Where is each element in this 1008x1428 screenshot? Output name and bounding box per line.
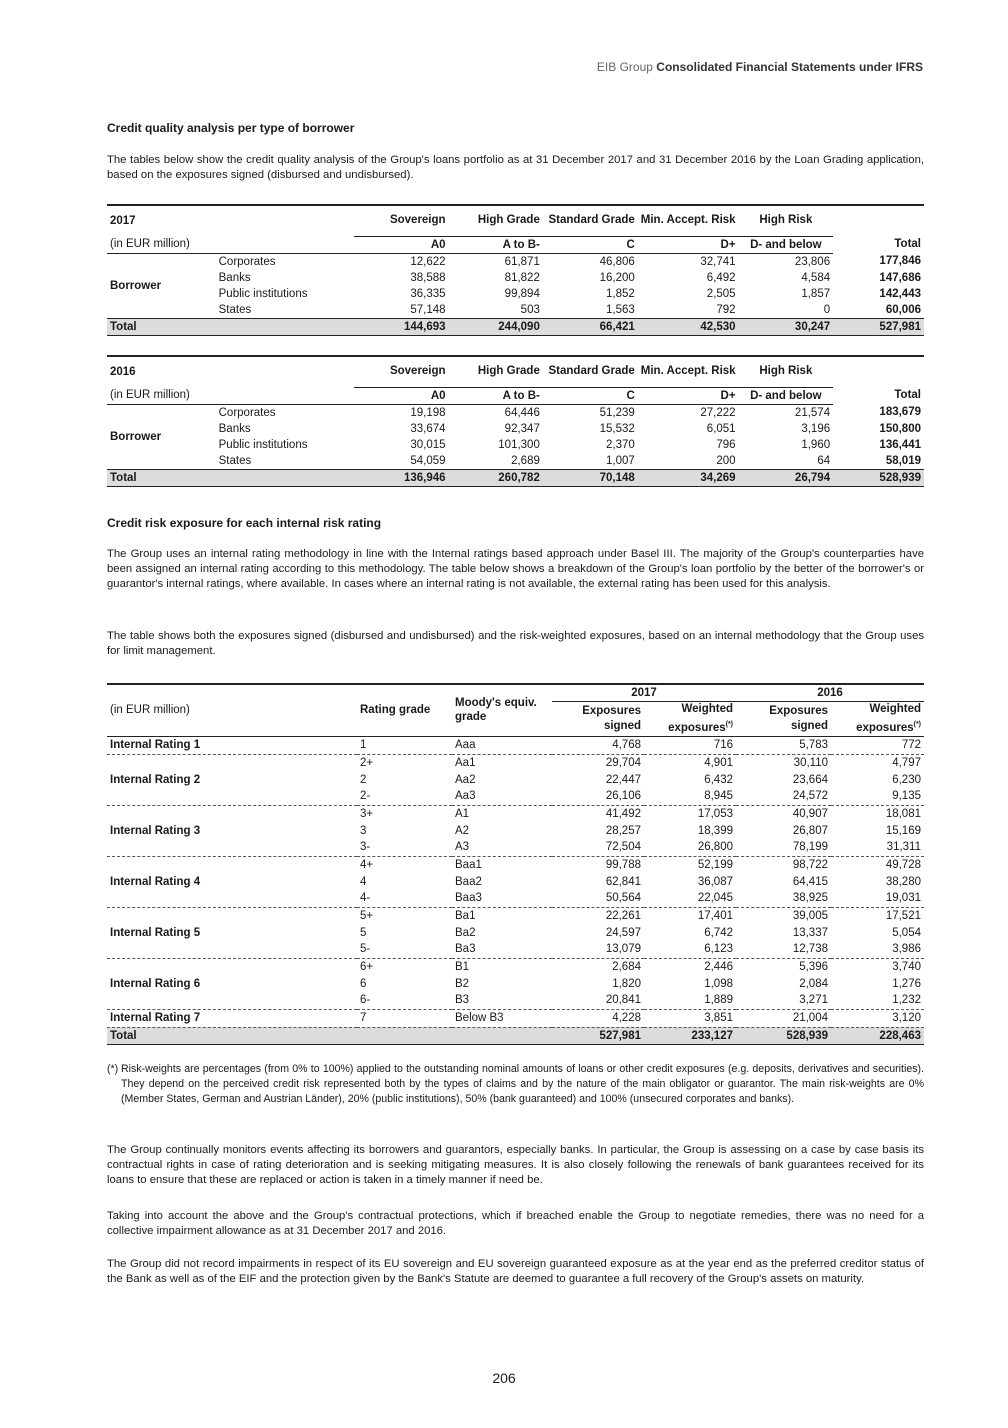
cell-value: 51,239 xyxy=(599,406,635,419)
cell-value: 6,123 xyxy=(644,941,736,958)
total-value: 26,794 xyxy=(739,469,834,486)
grade-row xyxy=(107,387,924,404)
header-prefix: EIB Group xyxy=(596,60,653,74)
cell-value: 1,889 xyxy=(644,992,736,1009)
cell-value: 64,446 xyxy=(504,406,540,419)
cell-value: 177,846 xyxy=(879,255,921,268)
cell-value: 24,572 xyxy=(736,788,831,805)
table-row xyxy=(107,421,924,437)
cell-value: 12,738 xyxy=(736,941,831,958)
cell-value: A2 xyxy=(455,824,470,837)
borrower-type: Banks xyxy=(218,422,251,435)
cell-value: 5,783 xyxy=(736,736,831,754)
cell-value: 9,135 xyxy=(831,788,924,805)
cell-value: 54,059 xyxy=(410,454,446,467)
borrower-type: Public institutions xyxy=(218,438,308,451)
column-header: Sovereign xyxy=(354,356,448,387)
cell-value: 5,054 xyxy=(892,926,921,939)
cell-value: 142,443 xyxy=(879,287,921,300)
risk-rating-paragraph-1: The Group uses an internal rating methodology in line with the Internal ratings based approach under Basel III. The majority of the Group's counterparties have been assigned an internal rating according to this methodology. The table below shows a breakdown of the Group's loan portfolio by the better of the borrower's or guarantor's internal ratings, where available. In cases where an internal rating is not available, the external rating has been used for this analysis. xyxy=(107,548,924,590)
closing-paragraph-2: Taking into account the above and the Group's contractual protections, which if breached enable the Group to negotiate remedies, there was no need for a collective impairment allowance as at 31 December 2017 and 2016. xyxy=(107,1210,924,1237)
cell-value: 4- xyxy=(357,890,452,907)
borrower-label: Borrower xyxy=(110,279,162,292)
cell-value: 7 xyxy=(357,1009,452,1027)
cell-value: 78,199 xyxy=(736,839,831,856)
borrower-type: Banks xyxy=(218,271,251,284)
cell-value: A3 xyxy=(452,839,552,856)
total-value: 233,127 xyxy=(644,1027,736,1045)
table-header-row xyxy=(107,205,924,236)
cell-value: 19,031 xyxy=(831,890,924,907)
cell-value: 136,441 xyxy=(879,438,921,451)
grade-header: D- and below xyxy=(739,236,834,253)
cell-value: 6,051 xyxy=(706,422,736,435)
cell-value: 22,045 xyxy=(644,890,736,907)
section-title-borrower: Credit quality analysis per type of borrower xyxy=(107,121,355,135)
cell-value: 716 xyxy=(644,736,736,754)
cell-value: 18,081 xyxy=(885,807,921,820)
cell-value: 3,851 xyxy=(644,1009,736,1027)
cell-value: 1,857 xyxy=(801,287,831,300)
intro-paragraph: The tables below show the credit quality analysis of the Group's loans portfolio as at 31 December 2017 and 31 December 2016 by the Loan Grading application, based on the exposures signed (disbursed and undisbursed). xyxy=(107,154,924,181)
cell-value: B2 xyxy=(455,977,470,990)
total-value: 228,463 xyxy=(831,1027,924,1045)
cell-value: A1 xyxy=(455,807,470,820)
cell-value: 16,200 xyxy=(599,271,635,284)
grade-header: D- and below xyxy=(739,387,834,404)
cell-value: 6- xyxy=(357,992,452,1009)
column-header: Min. Accept. Risk xyxy=(638,205,739,236)
cell-value: 17,053 xyxy=(697,807,733,820)
moodys-header: Moody's equiv. grade xyxy=(452,684,552,736)
total-row xyxy=(107,318,924,335)
cell-value: 6,492 xyxy=(706,271,736,284)
rating-grade-header: Rating grade xyxy=(357,684,452,736)
cell-value: 32,741 xyxy=(700,255,736,268)
borrower-type: Corporates xyxy=(218,255,276,268)
cell-value: B3 xyxy=(452,992,552,1009)
total-value: 528,939 xyxy=(736,1027,831,1045)
total-value: 260,782 xyxy=(449,469,543,486)
total-value: 70,148 xyxy=(543,469,638,486)
grade-header: C xyxy=(543,387,638,404)
cell-value: 29,704 xyxy=(605,756,641,769)
cell-value: 150,800 xyxy=(879,422,921,435)
cell-value: 72,504 xyxy=(552,839,644,856)
cell-value: Aa3 xyxy=(452,788,552,805)
cell-value: 3 xyxy=(360,824,367,837)
cell-value: 38,280 xyxy=(885,875,921,888)
table-row xyxy=(107,270,924,286)
cell-value: 26,807 xyxy=(792,824,828,837)
cell-value: 5,396 xyxy=(799,961,828,974)
cell-value: 22,447 xyxy=(605,773,641,786)
cell-value: 99,788 xyxy=(605,858,641,871)
cell-value: Ba2 xyxy=(455,926,476,939)
table-row xyxy=(107,958,924,975)
table-row xyxy=(107,1009,924,1027)
cell-value: 792 xyxy=(716,303,736,316)
grade-header: A0 xyxy=(354,236,448,253)
cell-value: 26,800 xyxy=(644,839,736,856)
page-number: 206 xyxy=(492,1370,516,1386)
closing-paragraph-3: The Group did not record impairments in respect of its EU sovereign and EU sovereign guaranteed exposure as at the year end as the preferred creditor status of the Bank as well as of the EIF and the protection given by the Bank's Statute are deemed to guarantee a full recovery of the Group's assets on maturity. xyxy=(107,1258,924,1285)
weighted-label: Weighted exposures xyxy=(668,703,733,734)
column-header: Total xyxy=(833,356,924,404)
cell-value: 1,852 xyxy=(606,287,635,300)
total-label: Total xyxy=(107,1027,552,1045)
column-header: Sovereign xyxy=(354,205,448,236)
cell-value: 4 xyxy=(360,875,367,888)
internal-rating-label: Internal Rating 1 xyxy=(107,736,357,754)
cell-value: 2,689 xyxy=(511,454,540,467)
internal-rating-label: Internal Rating 2 xyxy=(107,754,357,805)
cell-value: 6 xyxy=(360,977,367,990)
cell-value: Baa2 xyxy=(455,875,482,888)
cell-value: 5 xyxy=(360,926,367,939)
column-header: Standard Grade xyxy=(543,356,638,387)
table-row xyxy=(107,856,924,873)
cell-value: 3,271 xyxy=(736,992,831,1009)
cell-value: 30,015 xyxy=(410,438,446,451)
cell-value: 36,335 xyxy=(410,287,446,300)
footnote-ref: (*) xyxy=(725,721,733,728)
cell-value: 26,106 xyxy=(552,788,644,805)
cell-value: 39,005 xyxy=(792,910,828,923)
weighted-label: Weighted exposures xyxy=(856,703,921,734)
column-header: High Risk xyxy=(739,205,834,236)
cell-value: 101,300 xyxy=(498,438,540,451)
cell-value: 30,110 xyxy=(793,756,828,769)
column-header: Min. Accept. Risk xyxy=(638,356,739,387)
internal-rating-table xyxy=(107,683,924,1045)
cell-value: 13,079 xyxy=(552,941,644,958)
cell-value: 92,347 xyxy=(504,422,540,435)
cell-value: 1,098 xyxy=(704,977,733,990)
grade-header: A to B- xyxy=(449,236,543,253)
cell-value: 50,564 xyxy=(552,890,644,907)
total-value: 42,530 xyxy=(638,318,739,335)
grade-header: C xyxy=(543,236,638,253)
internal-rating-label: Internal Rating 4 xyxy=(107,856,357,907)
cell-value: 38,925 xyxy=(736,890,831,907)
column-header: High Risk xyxy=(739,356,834,387)
cell-value: 40,907 xyxy=(792,807,828,820)
unit-label: (in EUR million) xyxy=(107,236,354,253)
unit-label: (in EUR million) xyxy=(107,684,357,736)
borrower-type: Corporates xyxy=(218,406,276,419)
total-row xyxy=(107,469,924,486)
cell-value: 3,120 xyxy=(831,1009,924,1027)
internal-rating-label: Internal Rating 5 xyxy=(107,907,357,958)
cell-value: 1,232 xyxy=(831,992,924,1009)
cell-value: 2,684 xyxy=(612,961,641,974)
cell-value: 6,230 xyxy=(892,773,921,786)
cell-value: 18,399 xyxy=(697,824,733,837)
cell-value: 17,401 xyxy=(697,910,733,923)
table-row xyxy=(107,805,924,822)
cell-value: Aaa xyxy=(452,736,552,754)
cell-value: 3,196 xyxy=(801,422,831,435)
footnote-ref: (*) xyxy=(913,721,921,728)
cell-value: 183,679 xyxy=(879,406,921,419)
table-row xyxy=(107,754,924,771)
cell-value: 99,894 xyxy=(504,287,540,300)
year-2017-header: 2017 xyxy=(552,684,736,702)
cell-value: 13,337 xyxy=(792,926,828,939)
running-header xyxy=(597,60,923,74)
cell-value: 62,841 xyxy=(605,875,641,888)
table-row xyxy=(107,453,924,470)
cell-value: 8,945 xyxy=(644,788,736,805)
grade-row xyxy=(107,236,924,253)
cell-value: 5- xyxy=(357,941,452,958)
cell-value: 3- xyxy=(357,839,452,856)
borrower-type: States xyxy=(218,303,252,316)
closing-paragraph-1: The Group continually monitors events affecting its borrowers and guarantors, especially banks. In particular, the Group is assessing on a case by case basis its contractual rights in case of rating deterioration and is seeking mitigating measures. It is also closely following the renewals of bank guarantees received for its loans to ensure that these are replaced or action is taken in a timely manner if need be. xyxy=(107,1144,924,1186)
cell-value: 22,261 xyxy=(605,910,641,923)
total-value: 144,693 xyxy=(354,318,448,335)
total-row xyxy=(107,1027,924,1045)
table-header-row xyxy=(107,684,924,702)
cell-value: 6,742 xyxy=(704,926,733,939)
total-value: 527,981 xyxy=(833,318,924,335)
footnote-mark: (*) xyxy=(107,1063,119,1075)
year-2016-header: 2016 xyxy=(736,684,924,702)
cell-value: 31,311 xyxy=(831,839,924,856)
grade-header: A0 xyxy=(354,387,448,404)
borrower-type: Public institutions xyxy=(218,287,308,300)
cell-value: 200 xyxy=(716,454,736,467)
table-row xyxy=(107,907,924,924)
cell-value: 1,820 xyxy=(612,977,641,990)
cell-value: 4,797 xyxy=(892,756,921,769)
unit-label: (in EUR million) xyxy=(107,387,354,404)
cell-value: Aa2 xyxy=(455,773,476,786)
borrower-label: Borrower xyxy=(110,430,162,443)
cell-value: 61,871 xyxy=(504,255,540,268)
credit-quality-table-2016 xyxy=(107,355,924,487)
cell-value: 1,563 xyxy=(606,303,635,316)
cell-value: 52,199 xyxy=(697,858,733,871)
cell-value: 772 xyxy=(831,736,924,754)
credit-quality-table-2017 xyxy=(107,204,924,336)
cell-value: 27,222 xyxy=(700,406,736,419)
total-label: Total xyxy=(107,318,354,335)
cell-value: 21,574 xyxy=(794,406,831,419)
total-value: 30,247 xyxy=(739,318,834,335)
table-header-row xyxy=(107,356,924,387)
cell-value: 64 xyxy=(817,454,831,467)
cell-value: 4,584 xyxy=(801,271,831,284)
cell-value: 796 xyxy=(716,438,736,451)
cell-value: 4,901 xyxy=(704,756,733,769)
cell-value: 57,148 xyxy=(410,303,446,316)
header-title: Consolidated Financial Statements under IFRS xyxy=(656,60,923,74)
cell-value: 98,722 xyxy=(792,858,828,871)
internal-rating-label: Internal Rating 6 xyxy=(107,958,357,1009)
internal-rating-label: Internal Rating 7 xyxy=(107,1009,357,1027)
year-label: 2017 xyxy=(107,205,354,236)
cell-value: 1,007 xyxy=(606,454,635,467)
table-row xyxy=(107,437,924,453)
grade-header: D+ xyxy=(638,387,739,404)
table-row xyxy=(107,253,924,270)
internal-rating-label: Internal Rating 3 xyxy=(107,805,357,856)
cell-value: Ba1 xyxy=(455,910,476,923)
total-value: 34,269 xyxy=(638,469,739,486)
cell-value: 2,084 xyxy=(799,977,828,990)
cell-value: 4,228 xyxy=(552,1009,644,1027)
cell-value: 58,019 xyxy=(885,454,921,467)
cell-value: 2+ xyxy=(360,756,374,769)
cell-value: Below B3 xyxy=(452,1009,552,1027)
cell-value: 23,806 xyxy=(794,255,831,268)
cell-value: 15,532 xyxy=(599,422,635,435)
borrower-type: States xyxy=(218,454,252,467)
cell-value: 3+ xyxy=(360,807,374,820)
total-value: 244,090 xyxy=(449,318,543,335)
cell-value: 2,370 xyxy=(606,438,635,451)
grade-header: A to B- xyxy=(449,387,543,404)
cell-value: 60,006 xyxy=(885,303,921,316)
cell-value: Baa3 xyxy=(452,890,552,907)
column-header: Total xyxy=(833,205,924,253)
cell-value: 1,276 xyxy=(892,977,921,990)
cell-value: 6+ xyxy=(360,961,374,974)
cell-value: Baa1 xyxy=(455,858,482,871)
weighted-exposures-header xyxy=(831,702,924,737)
cell-value: 6,432 xyxy=(704,773,733,786)
cell-value: 36,087 xyxy=(697,875,733,888)
cell-value: 4+ xyxy=(360,858,374,871)
risk-rating-paragraph-2: The table shows both the exposures signed (disbursed and undisbursed) and the risk-weighted exposures, based on an internal methodology that the Group uses for limit management. xyxy=(107,630,924,657)
cell-value: 3,740 xyxy=(892,961,921,974)
cell-value: 0 xyxy=(823,303,831,316)
exposures-signed-header: Exposures signed xyxy=(582,704,641,732)
cell-value: 41,492 xyxy=(605,807,641,820)
cell-value: 28,257 xyxy=(605,824,641,837)
total-label: Total xyxy=(107,469,354,486)
total-value: 528,939 xyxy=(833,469,924,486)
cell-value: 1 xyxy=(357,736,452,754)
cell-value: 15,169 xyxy=(885,824,921,837)
cell-value: 81,822 xyxy=(504,271,540,284)
cell-value: 2,505 xyxy=(706,287,736,300)
cell-value: Ba3 xyxy=(452,941,552,958)
footnote-text: Risk-weights are percentages (from 0% to 100%) applied to the outstanding nominal amounts of loans or other credit exposures (e.g. deposits, derivatives and securities). They depend on the perceived credit risk represented both by the types of claims and by the nature of the main obligator or guarantor. The main risk-weights are 0% (Member States, German and Austrian Länder), 20% (public institutions), 50% (bank guaranteed) and 100% (unsecured corporates and banks). xyxy=(121,1063,924,1105)
cell-value: 12,622 xyxy=(410,255,446,268)
cell-value: 3,986 xyxy=(831,941,924,958)
cell-value: Aa1 xyxy=(455,756,476,769)
weighted-exposures-header xyxy=(644,702,736,737)
table-row xyxy=(107,404,924,421)
year-label: 2016 xyxy=(107,356,354,387)
total-value: 66,421 xyxy=(543,318,638,335)
cell-value: 20,841 xyxy=(552,992,644,1009)
cell-value: 38,588 xyxy=(410,271,446,284)
section-title-risk-rating: Credit risk exposure for each internal risk rating xyxy=(107,516,382,530)
exposures-signed-header: Exposures signed xyxy=(769,704,828,732)
cell-value: 49,728 xyxy=(885,858,921,871)
total-value: 136,946 xyxy=(354,469,448,486)
cell-value: 4,768 xyxy=(552,736,644,754)
column-header: Standard Grade xyxy=(543,205,638,236)
cell-value: 17,521 xyxy=(885,910,921,923)
cell-value: 33,674 xyxy=(410,422,446,435)
cell-value: B1 xyxy=(455,961,470,974)
cell-value: 2 xyxy=(360,773,367,786)
cell-value: 1,960 xyxy=(801,438,831,451)
table-row xyxy=(107,736,924,754)
cell-value: 46,806 xyxy=(599,255,635,268)
grade-header: D+ xyxy=(638,236,739,253)
cell-value: 2- xyxy=(357,788,452,805)
cell-value: 24,597 xyxy=(605,926,641,939)
cell-value: 2,446 xyxy=(704,961,733,974)
total-value: 527,981 xyxy=(552,1027,644,1045)
table-row xyxy=(107,286,924,302)
cell-value: 64,415 xyxy=(792,875,828,888)
cell-value: 23,664 xyxy=(792,773,828,786)
cell-value: 5+ xyxy=(360,910,374,923)
cell-value: 147,686 xyxy=(879,271,921,284)
cell-value: 19,198 xyxy=(410,406,446,419)
table-row xyxy=(107,302,924,319)
cell-value: 503 xyxy=(520,303,540,316)
column-header: High Grade xyxy=(449,205,543,236)
column-header: High Grade xyxy=(449,356,543,387)
cell-value: 21,004 xyxy=(736,1009,831,1027)
